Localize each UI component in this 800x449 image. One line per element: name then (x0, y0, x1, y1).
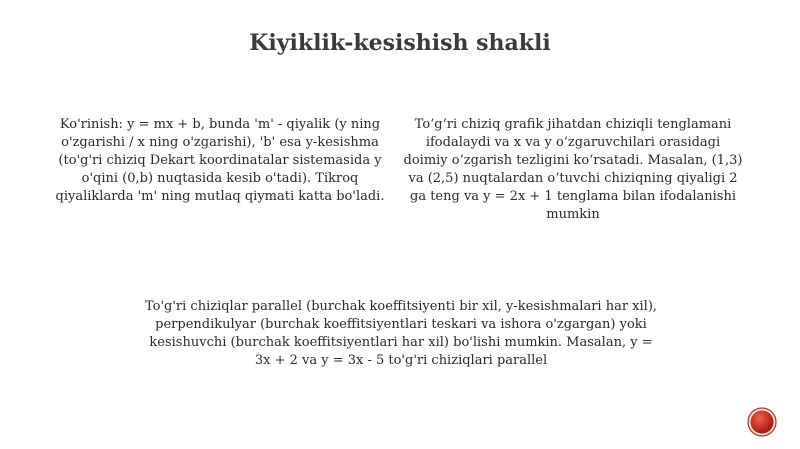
paragraph-graph-meaning: To‘g‘ri chiziq grafik jihatdan chiziqli tenglamani ifodalaydi va x va y o‘zgaruvchilari orasidagi doimiy o‘zgarish tezligini ko‘rsatadi. Masalan, (1,3) va (2,5) nuqtalardan o‘tuvchi chiziqning qiyaligi 2 ga teng va y = 2x + 1 tenglama bilan ifodalanishi mumkin (403, 117, 743, 222)
paragraph-slope-intercept-form: Ko'rinish: y = mx + b, bunda 'm' - qiyalik (y ning o'zgarishi / x ning o'zgarishi), 'b' esa y-kesishma (to'g'ri chiziq Dekart koordinatalar sistemasida y o'qini (0,b) nuqtasida kesib o'tadi). Tikroq qiyaliklarda 'm' ning mutlaq qiymati katta bo'ladi. (55, 117, 385, 204)
slide-title: Kiyiklik-kesishish shakli (249, 30, 551, 56)
next-slide-icon (747, 407, 777, 437)
paragraph-line-relations: To'g'ri chiziqlar parallel (burchak koeffitsiyenti bir xil, y-kesishmalari har xil), perpendikulyar (burchak koeffitsiyentlari teskari va ishora o'zgargan) yoki kesishuvchi (burchak koeffitsiyentlari har xil) bo'lishi mumkin. Masalan, y = 3x + 2 va y = 3x - 5 to'g'ri chiziqlari parallel (144, 299, 658, 368)
next-slide-button[interactable] (747, 407, 777, 437)
